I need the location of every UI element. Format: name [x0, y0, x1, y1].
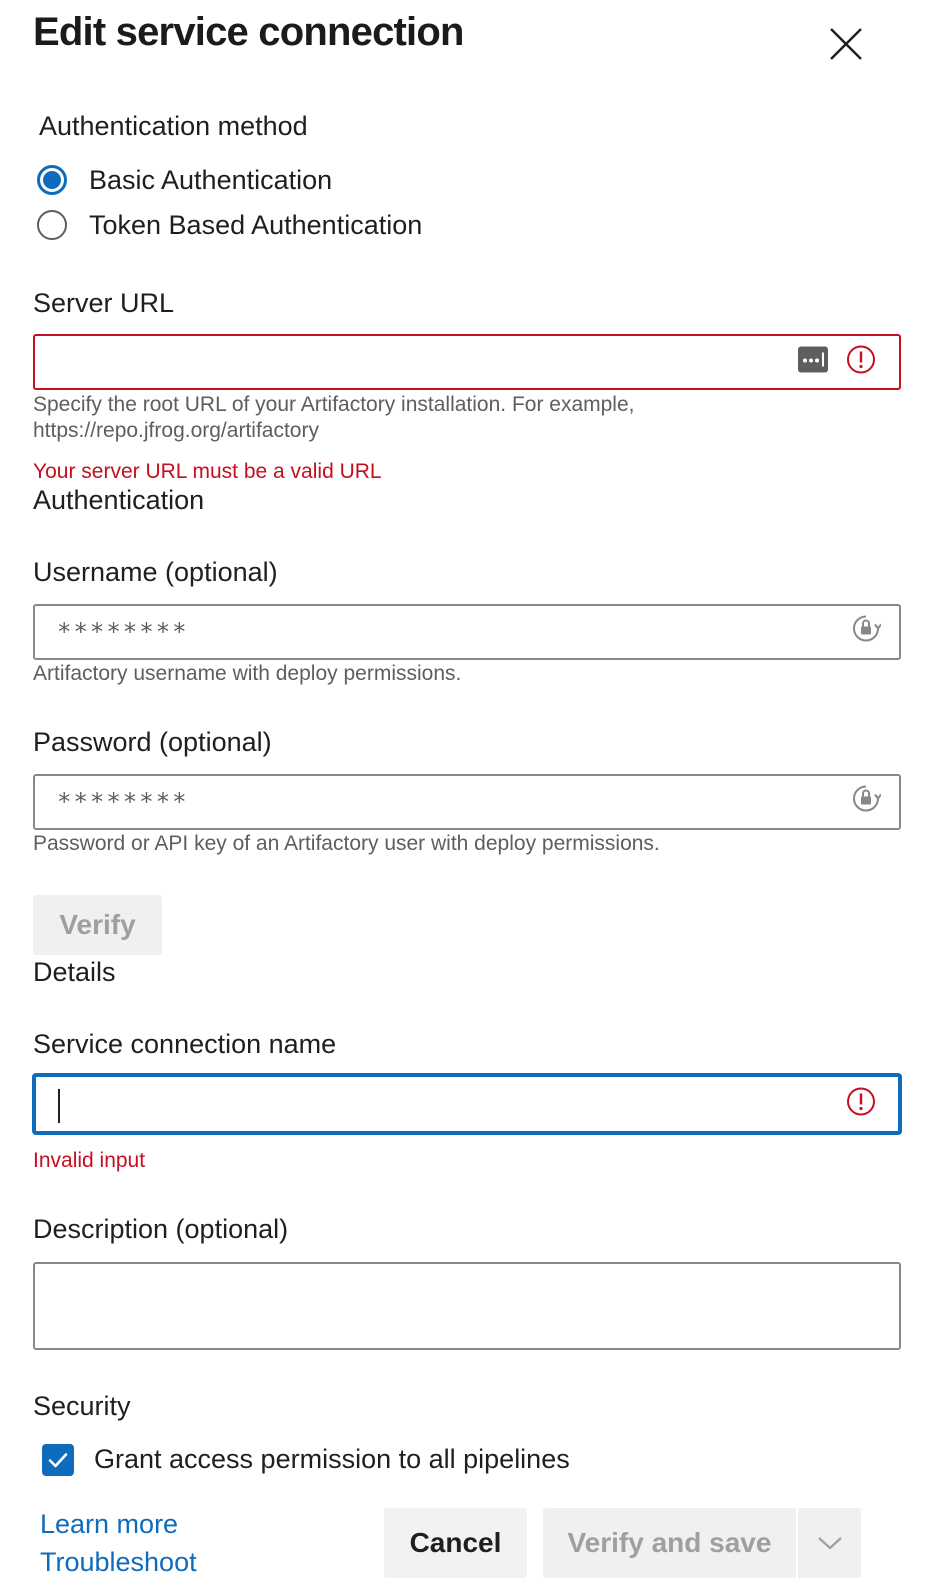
username-label: Username (optional) [33, 557, 278, 587]
username-value: ******** [57, 618, 189, 646]
service-connection-name-label: Service connection name [33, 1029, 337, 1059]
lock-icon[interactable] [851, 784, 881, 821]
radio-button-unchecked[interactable] [37, 210, 67, 240]
username-input[interactable] [33, 604, 901, 660]
server-url-helper-line2: https://repo.jfrog.org/artifactory [33, 419, 319, 442]
authentication-heading: Authentication [33, 485, 205, 515]
description-input[interactable] [33, 1262, 901, 1350]
verify-and-save-split-button [543, 1508, 861, 1578]
verify-button[interactable]: Verify [33, 895, 162, 955]
username-helper: Artifactory username with deploy permissions. [33, 662, 462, 685]
grant-access-checkbox[interactable] [42, 1444, 74, 1476]
error-circle-icon [846, 1087, 876, 1122]
description-label: Description (optional) [33, 1214, 289, 1244]
details-heading: Details [33, 957, 116, 987]
password-label: Password (optional) [33, 727, 272, 757]
server-url-error: Your server URL must be a valid URL [33, 460, 382, 483]
error-circle-icon [846, 345, 876, 380]
security-heading: Security [33, 1391, 131, 1421]
password-value: ******** [57, 788, 189, 816]
lock-icon[interactable] [851, 614, 881, 651]
server-url-input[interactable] [33, 334, 901, 390]
radio-token-auth-label: Token Based Authentication [89, 210, 423, 240]
learn-more-link[interactable]: Learn more [40, 1509, 179, 1539]
radio-basic-auth[interactable] [37, 163, 332, 197]
verify-and-save-menu-button[interactable] [798, 1508, 861, 1578]
chevron-down-icon [816, 1534, 844, 1552]
checkmark-icon [47, 1449, 69, 1471]
password-manager-icon[interactable] [798, 347, 828, 378]
radio-token-auth[interactable] [37, 208, 422, 242]
server-url-helper-line1: Specify the root URL of your Artifactory installation. For example, [33, 393, 635, 416]
radio-button-checked[interactable] [37, 165, 67, 195]
radio-basic-auth-label: Basic Authentication [89, 165, 333, 195]
close-button[interactable] [826, 24, 866, 64]
service-connection-name-input[interactable] [33, 1074, 901, 1134]
service-connection-name-error: Invalid input [33, 1149, 146, 1172]
panel-title: Edit service connection [33, 10, 464, 54]
cancel-button[interactable]: Cancel [384, 1508, 527, 1578]
password-input[interactable] [33, 774, 901, 830]
text-caret [58, 1089, 60, 1123]
verify-and-save-button[interactable]: Verify and save [567, 1527, 772, 1558]
password-helper: Password or API key of an Artifactory user with deploy permissions. [33, 832, 660, 855]
troubleshoot-link[interactable]: Troubleshoot [40, 1547, 197, 1577]
grant-access-label: Grant access permission to all pipelines [94, 1444, 570, 1474]
close-icon [828, 26, 864, 62]
auth-method-label: Authentication method [39, 111, 308, 141]
server-url-label: Server URL [33, 288, 175, 318]
